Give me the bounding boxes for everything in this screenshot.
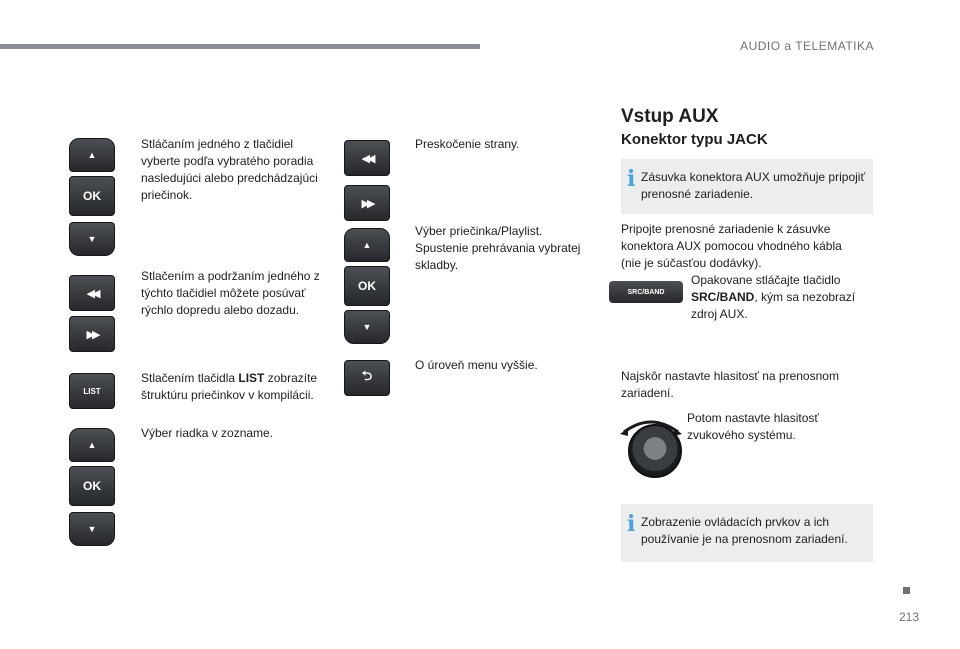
back-button[interactable] [344,360,390,396]
list-label: LIST [83,386,101,396]
connect-text: Pripojte prenosné zariadenie k zásuvke konektora AUX pomocou vhodného kábla (nie je súčasťou dodávky). [621,222,842,270]
ok-label: OK [83,479,101,493]
list-button[interactable] [69,373,115,409]
row-select-text: Výber riadka v zozname. [141,426,274,440]
folder-select-text: Stláčaním jedného z tlačidiel vyberte podľa vybratého poradia nasledujúci alebo predchádzajúci priečinok. [141,137,318,202]
ok-label: OK [358,279,376,293]
down-button[interactable] [69,222,115,256]
ok-label: OK [83,189,101,203]
list-text: Stlačením tlačidla LIST zobrazíte štruktúru priečinkov v kompilácii. [141,371,318,402]
section-subheading: Konektor typu JACK [621,131,768,148]
src-band-text: Opakovane stláčajte tlačidlo SRC/BAND, kým sa nezobrazí zdroj AUX. [691,273,856,321]
src-band-button[interactable]: SRC/BAND [609,281,683,303]
ok-button[interactable] [69,176,115,216]
volume-system-text: Potom nastavte hlasitosť zvukového systému. [687,411,819,442]
triangle-up-icon: ▲ [87,440,97,450]
knob-icon [628,424,682,478]
page-forward-button[interactable] [344,185,390,221]
info-box: i Zásuvka konektora AUX umožňuje pripojiť prenosné zariadenie. [621,159,873,214]
ok-button[interactable] [69,466,115,506]
folder-playlist-text: Výber priečinka/Playlist. Spustenie prehrávania vybratej skladby. [415,224,581,272]
forward-icon: ▶▶ [86,328,98,341]
page-skip-text: Preskočenie strany. [415,137,520,151]
up-button[interactable] [344,228,390,262]
info-icon: i [627,511,636,537]
page-back-button[interactable] [344,140,390,176]
rewind-icon: ◀◀ [361,152,373,165]
section-title: AUDIO a TELEMATIKA [740,39,874,53]
rewind-icon: ◀◀ [86,287,98,300]
menu-up-text: O úroveň menu vyššie. [415,358,538,372]
triangle-down-icon: ▼ [362,322,372,332]
triangle-down-icon: ▼ [87,524,97,534]
fast-seek-text: Stlačením a podržaním jedného z týchto tlačidiel môžete posúvať rýchlo dopredu alebo dozadu. [141,269,320,317]
triangle-up-icon: ▲ [87,150,97,160]
page-number: 213 [899,610,920,624]
section-heading: Vstup AUX [621,106,719,127]
info-box: i Zobrazenie ovládacích prvkov a ich používanie je na prenosnom zariadení. [621,504,873,562]
triangle-down-icon: ▼ [87,234,97,244]
triangle-up-icon: ▲ [362,240,372,250]
info-icon: i [627,166,636,192]
up-button[interactable] [69,138,115,172]
return-icon: ⮌ [361,368,373,383]
header-bar [0,44,480,49]
up-button[interactable] [69,428,115,462]
forward-button[interactable] [69,316,115,352]
forward-icon: ▶▶ [361,197,373,210]
volume-device-text: Najskôr nastavte hlasitosť na prenosnom zariadení. [621,369,839,400]
down-button[interactable] [69,512,115,546]
page-marker [903,587,910,594]
rewind-button[interactable] [69,275,115,311]
volume-knob[interactable] [620,410,682,480]
down-button[interactable] [344,310,390,344]
ok-button[interactable] [344,266,390,306]
